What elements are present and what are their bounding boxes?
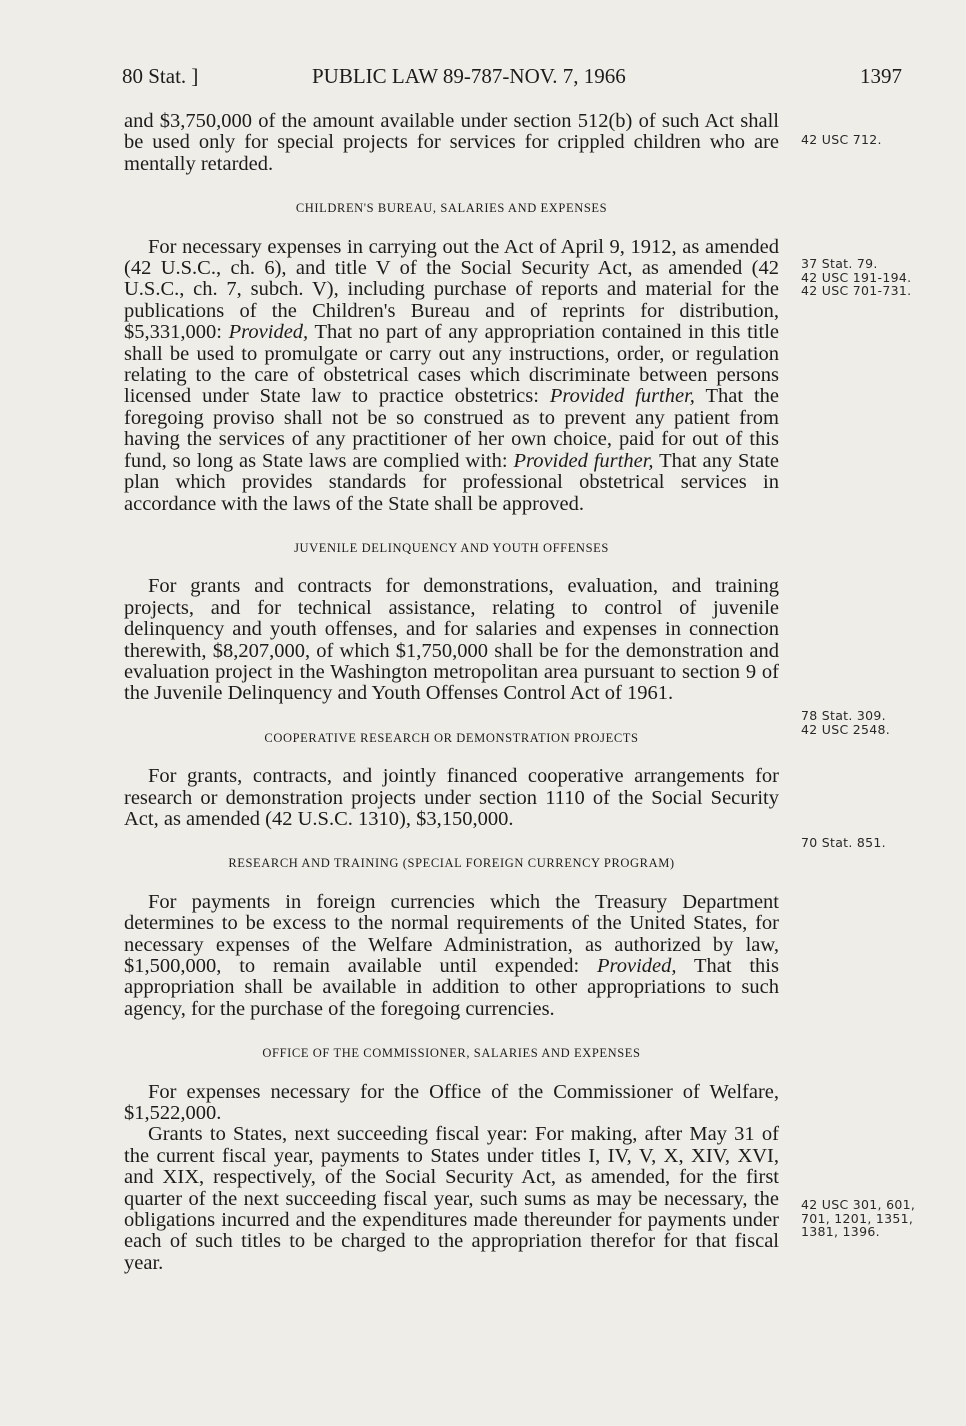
statute-volume: 80 Stat. ] xyxy=(122,64,199,88)
childrens-bureau-paragraph: For necessary expenses in carrying out the Act of April 9, 1912, as amended (42 U.S.C., ch. 6), and title V of the Social Security Act, as amended (42 U.S.C., ch. 7, subch. V), including purchase of reports and material for the publications of the Children's Bureau and of reprints for distribution, $5,331,000: Provided, That no part of any appropriation contained in this title shall be used to promulgate or carry out any instructions, order, or regulation relating to the care of obstetrical cases which discriminate between persons licensed under State law to practice obstetrics: Provided further, That the foregoing proviso shall not be so construed as to prevent any patient from having the services of any practitioner of her own choice, paid for out of this fund, so long as State laws are complied with: Provided further, That any State plan which provides standards for professional obstetrical services in accordance with the laws of the State shall be approved. xyxy=(124,235,779,515)
body-text-column xyxy=(124,111,779,1274)
grants-to-states-paragraph: Grants to States, next succeeding fiscal year: For making, after May 31 of the current fiscal year, payments to States under titles I, IV, V, X, XIV, XVI, and XIX, respectively, of the Social Security Act, as amended, for the first quarter of the next succeeding fiscal year, such sums as may be necessary, the obligations incurred and the expenditures made thereunder for payments under each of such titles to be charged to the appropriation therefor for that fiscal year. xyxy=(124,1123,779,1274)
margin-note-citation: 70 Stat. 851. xyxy=(801,835,886,850)
margin-note-citation: 37 Stat. 79. 42 USC 191-194. 42 USC 701-731. xyxy=(801,256,912,298)
commissioner-paragraph: For expenses necessary for the Office of the Commissioner of Welfare, $1,522,000. xyxy=(124,1080,779,1125)
page-number: 1397 xyxy=(860,64,902,88)
research-training-heading: RESEARCH AND TRAINING (SPECIAL FOREIGN CURRENCY PROGRAM) xyxy=(228,856,675,871)
cooperative-research-heading: COOPERATIVE RESEARCH OR DEMONSTRATION PROJECTS xyxy=(264,730,639,745)
intro-paragraph: and $3,750,000 of the amount available under section 512(b) of such Act shall be used only for special projects for services for crippled children who are mentally retarded. xyxy=(124,110,779,175)
cooperative-research-paragraph: For grants, contracts, and jointly financed cooperative arrangements for research or demonstration projects under section 1110 of the Social Security Act, as amended (42 U.S.C. 1310), $3,150,000. xyxy=(124,765,779,830)
juvenile-delinquency-heading: JUVENILE DELINQUENCY AND YOUTH OFFENSES xyxy=(294,540,609,555)
page-header xyxy=(122,64,902,94)
margin-note-citation: 42 USC 712. xyxy=(801,132,882,147)
margin-note-citation: 42 USC 301, 601, 701, 1201, 1351, 1381, 1396. xyxy=(801,1197,916,1239)
margin-note-citation: 78 Stat. 309. 42 USC 2548. xyxy=(801,708,891,737)
juvenile-delinquency-paragraph: For grants and contracts for demonstrations, evaluation, and training projects, and for technical assistance, relating to control of juvenile delinquency and youth offenses, and for salaries and expenses in connection therewith, $8,207,000, of which $1,750,000 shall be for the demonstration and evaluation project in the Washington metropolitan area pursuant to section 9 of the Juvenile Delinquency and Youth Offenses Control Act of 1961. xyxy=(124,575,779,705)
childrens-bureau-heading: CHILDREN'S BUREAU, SALARIES AND EXPENSES xyxy=(295,201,608,216)
commissioner-heading: OFFICE OF THE COMMISSIONER, SALARIES AND EXPENSES xyxy=(262,1046,641,1061)
research-training-paragraph: For payments in foreign currencies which the Treasury Department determines to be excess to the normal requirements of the United States, for necessary expenses of the Welfare Administration, as authorized by law, $1,500,000, to remain available until expended: Provided, That this appropriation shall be available in addition to other appropriations to such agency, for the purchase of the foregoing currencies. xyxy=(124,890,779,1020)
public-law-title: PUBLIC LAW 89-787-NOV. 7, 1966 xyxy=(312,64,626,88)
